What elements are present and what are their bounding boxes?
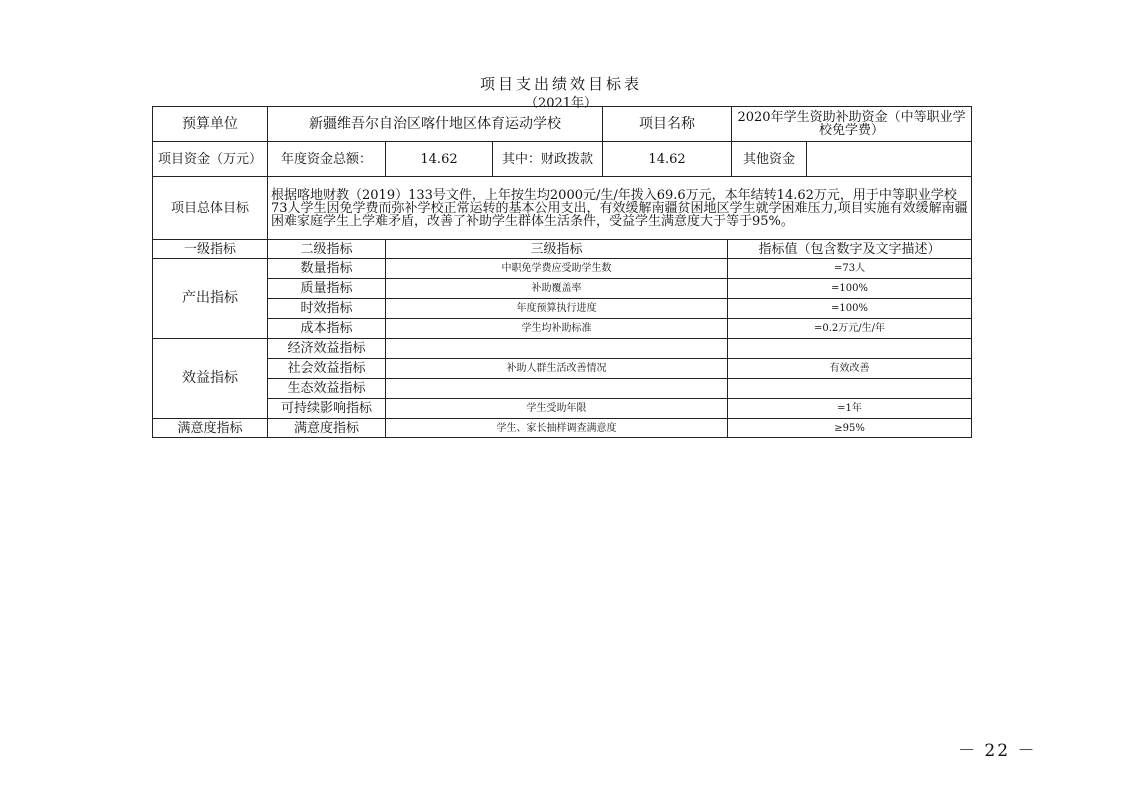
- funds-label: 项目资金（万元）: [153, 142, 268, 177]
- level2-cell: 成本指标: [268, 319, 386, 339]
- col-level1: 一级指标: [153, 240, 268, 259]
- page-number: － 22 －: [958, 741, 1037, 761]
- funds-fiscal-value: 14.62: [603, 142, 732, 177]
- table-row: [153, 299, 972, 319]
- level2-cell: 满意度指标: [268, 419, 386, 438]
- level2-cell: 质量指标: [268, 279, 386, 299]
- level3-cell: 中职免学费应受助学生数: [386, 259, 728, 279]
- column-header-row: [153, 240, 972, 259]
- table-year: （2021年）: [524, 96, 598, 111]
- level2-cell: 可持续影响指标: [268, 399, 386, 419]
- level2-cell: 生态效益指标: [268, 379, 386, 399]
- funds-other-value: [807, 142, 972, 177]
- level3-cell: [386, 339, 728, 359]
- goal-text: 根据喀地财教（2019）133号文件，上年按生均2000元/生/年拨入69.6万元，本年结转14.62万元，用于中等职业学校73人学生因免学费而弥补学校正常运转的基本公用支出，有效缓解南疆贫困地区学生就学困难压力,项目实施有效缓解南疆困难家庭学生上学难矛盾，改善了补助学生群体生活条件，受益学生满意度大于等于95%。: [268, 177, 972, 240]
- level3-cell: [386, 379, 728, 399]
- value-cell: =0.2万元/生/年: [728, 319, 972, 339]
- satisfaction-indicator-label: 满意度指标: [153, 419, 268, 438]
- table-row: [153, 259, 972, 279]
- col-value: 指标值（包含数字及文字描述）: [728, 240, 972, 259]
- project-name-value: 2020年学生资助补助资金（中等职业学校免学费）: [732, 107, 972, 142]
- goal-label: 项目总体目标: [153, 177, 268, 240]
- value-cell: =73人: [728, 259, 972, 279]
- value-cell: =100%: [728, 299, 972, 319]
- funds-fiscal-label: 其中：财政拨款: [493, 142, 603, 177]
- level3-cell: 补助人群生活改善情况: [386, 359, 728, 379]
- value-cell: 有效改善: [728, 359, 972, 379]
- level2-cell: 经济效益指标: [268, 339, 386, 359]
- table-row: [153, 359, 972, 379]
- value-cell: [728, 379, 972, 399]
- table-row: [153, 399, 972, 419]
- value-cell: ≥95%: [728, 419, 972, 438]
- level3-cell: 学生受助年限: [386, 399, 728, 419]
- output-indicator-label: 产出指标: [153, 259, 268, 339]
- table-title: 项目支出绩效目标表: [479, 75, 642, 93]
- budget-unit-label: 预算单位: [153, 107, 268, 142]
- funds-other-label: 其他资金: [732, 142, 807, 177]
- goal-row: [153, 177, 972, 240]
- table-row: [153, 379, 972, 399]
- level3-cell: 学生、家长抽样调查满意度: [386, 419, 728, 438]
- table-row: [153, 339, 972, 359]
- level2-cell: 数量指标: [268, 259, 386, 279]
- level3-cell: 年度预算执行进度: [386, 299, 728, 319]
- level3-cell: 补助覆盖率: [386, 279, 728, 299]
- funds-total-label: 年度资金总额：: [268, 142, 386, 177]
- header-row: [153, 107, 972, 142]
- funds-row: [153, 142, 972, 177]
- table-row: [153, 419, 972, 438]
- level2-cell: 社会效益指标: [268, 359, 386, 379]
- budget-unit-value: 新疆维吾尔自治区喀什地区体育运动学校: [268, 107, 603, 142]
- level2-cell: 时效指标: [268, 299, 386, 319]
- col-level3: 三级指标: [386, 240, 728, 259]
- col-level2: 二级指标: [268, 240, 386, 259]
- project-name-label: 项目名称: [603, 107, 732, 142]
- benefit-indicator-label: 效益指标: [153, 339, 268, 419]
- level3-cell: 学生均补助标准: [386, 319, 728, 339]
- funds-total-value: 14.62: [386, 142, 493, 177]
- table-row: [153, 319, 972, 339]
- value-cell: [728, 339, 972, 359]
- value-cell: =100%: [728, 279, 972, 299]
- performance-goal-table: [152, 106, 972, 438]
- table-row: [153, 279, 972, 299]
- value-cell: =1年: [728, 399, 972, 419]
